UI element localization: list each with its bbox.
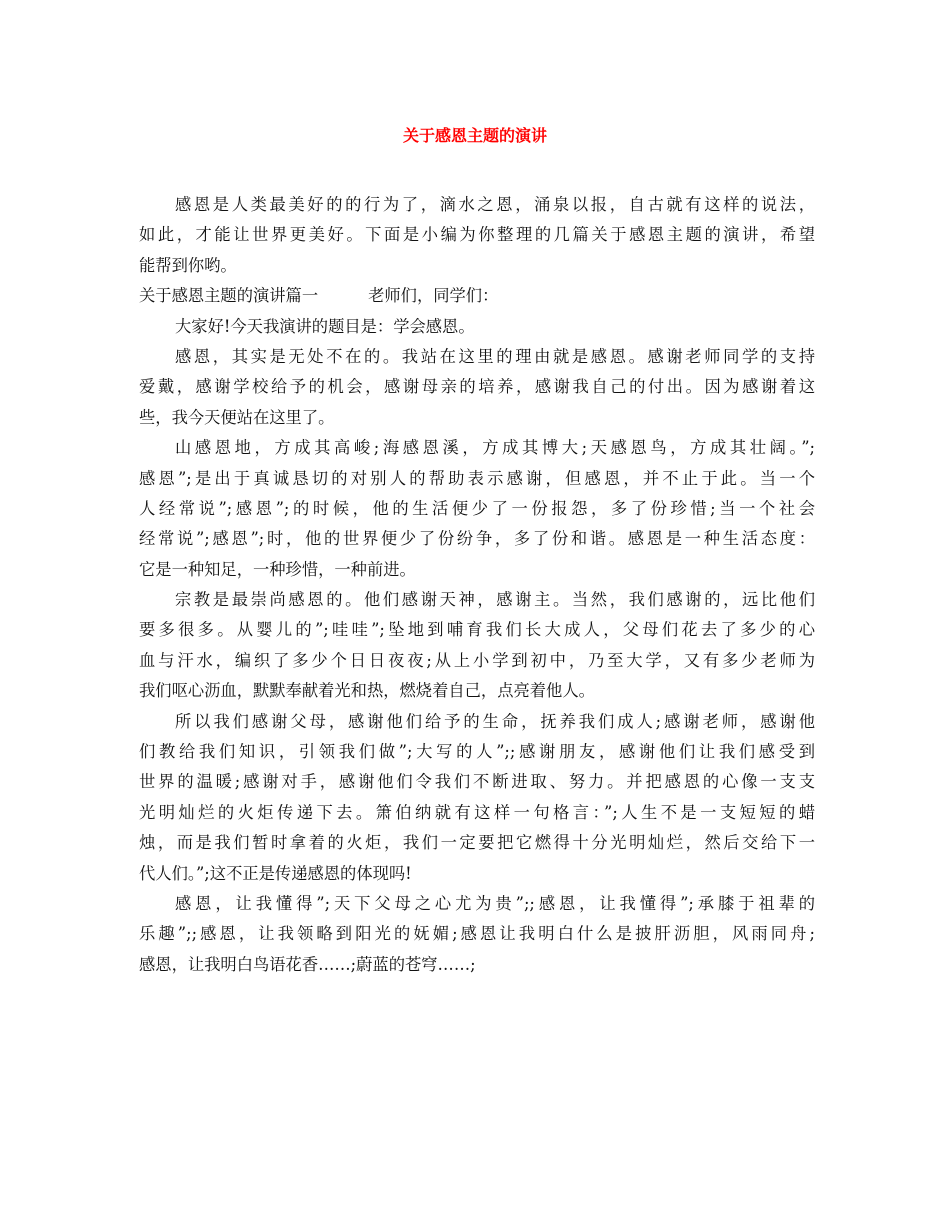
paragraph-line: 光明灿烂的火炬传递下去。箫伯纳就有这样一句格言：”;人生不是一支短短的蜡 bbox=[139, 802, 815, 822]
paragraph-line: 能帮到你哟。 bbox=[139, 255, 237, 275]
paragraph-line: 我们呕心沥血，默默奉献着光和热，燃烧着自己，点亮着他人。 bbox=[139, 681, 595, 701]
paragraph-line: 经常说”;感恩”;时，他的世界便少了份纷争，多了份和谐。感恩是一种生活态度： bbox=[139, 529, 815, 549]
paragraph-line: 山感恩地，方成其高峻;海感恩溪，方成其博大;天感恩鸟，方成其壮阔。”; bbox=[175, 438, 815, 458]
paragraph-line: 些，我今天便站在这里了。 bbox=[139, 407, 335, 427]
paragraph-line: 感恩，其实是无处不在的。我站在这里的理由就是感恩。感谢老师同学的支持 bbox=[175, 346, 815, 366]
paragraph-line: 烛，而是我们暂时拿着的火炬，我们一定要把它燃得十分光明灿烂，然后交给下一 bbox=[139, 833, 815, 853]
paragraph-line: 如此，才能让世界更美好。下面是小编为你整理的几篇关于感恩主题的演讲，希望 bbox=[139, 225, 815, 245]
paragraph-line: 感恩，让我明白鸟语花香……;蔚蓝的苍穹……; bbox=[139, 954, 476, 974]
paragraph-line: 要多很多。从婴儿的”;哇哇”;坠地到哺育我们长大成人，父母们花去了多少的心 bbox=[139, 620, 815, 640]
paragraph-line: 血与汗水，编织了多少个日日夜夜;从上小学到初中，乃至大学，又有多少老师为 bbox=[139, 650, 815, 670]
paragraph-line: 它是一种知足，一种珍惜，一种前进。 bbox=[139, 559, 416, 579]
paragraph-line: 感恩，让我懂得”;天下父母之心尤为贵”;;感恩，让我懂得”;承膝于祖辈的 bbox=[175, 893, 815, 913]
paragraph-line: 宗教是最崇尚感恩的。他们感谢天神，感谢主。当然，我们感谢的，远比他们 bbox=[175, 590, 815, 610]
paragraph-line: 所以我们感谢父母，感谢他们给予的生命，抚养我们成人;感谢老师，感谢他 bbox=[175, 711, 815, 731]
paragraph-line: 代人们。”;这不正是传递感恩的体现吗! bbox=[139, 863, 412, 883]
paragraph-line: 大家好!今天我演讲的题目是：学会感恩。 bbox=[175, 316, 475, 336]
paragraph-line: 世界的温暖;感谢对手，感谢他们令我们不断进取、努力。并把感恩的心像一支支 bbox=[139, 772, 815, 792]
paragraph-line: 感恩是人类最美好的的行为了，滴水之恩，涌泉以报，自古就有这样的说法， bbox=[175, 195, 815, 214]
section-heading-line bbox=[139, 281, 815, 311]
paragraph-line: 爱戴，感谢学校给予的机会，感谢母亲的培养，感谢我自己的付出。因为感谢着这 bbox=[139, 377, 815, 397]
document-title: 关于感恩主题的演讲 bbox=[402, 126, 547, 145]
paragraph-line: 乐趣”;;感恩，让我领略到阳光的妩媚;感恩让我明白什么是披肝沥胆，风雨同舟; bbox=[139, 924, 815, 944]
section-heading: 关于感恩主题的演讲篇一 bbox=[139, 286, 319, 306]
paragraph-line: 感恩”;是出于真诚恳切的对别人的帮助表示感谢，但感恩，并不止于此。当一个 bbox=[139, 468, 815, 488]
document-body bbox=[139, 190, 815, 980]
salutation: 老师们，同学们： bbox=[368, 286, 499, 306]
paragraph-line: 们教给我们知识，引领我们做”;大写的人”;;感谢朋友，感谢他们让我们感受到 bbox=[139, 742, 815, 762]
paragraph-line: 人经常说”;感恩”;的时候，他的生活便少了一份报怨，多了份珍惜;当一个社会 bbox=[139, 498, 815, 518]
